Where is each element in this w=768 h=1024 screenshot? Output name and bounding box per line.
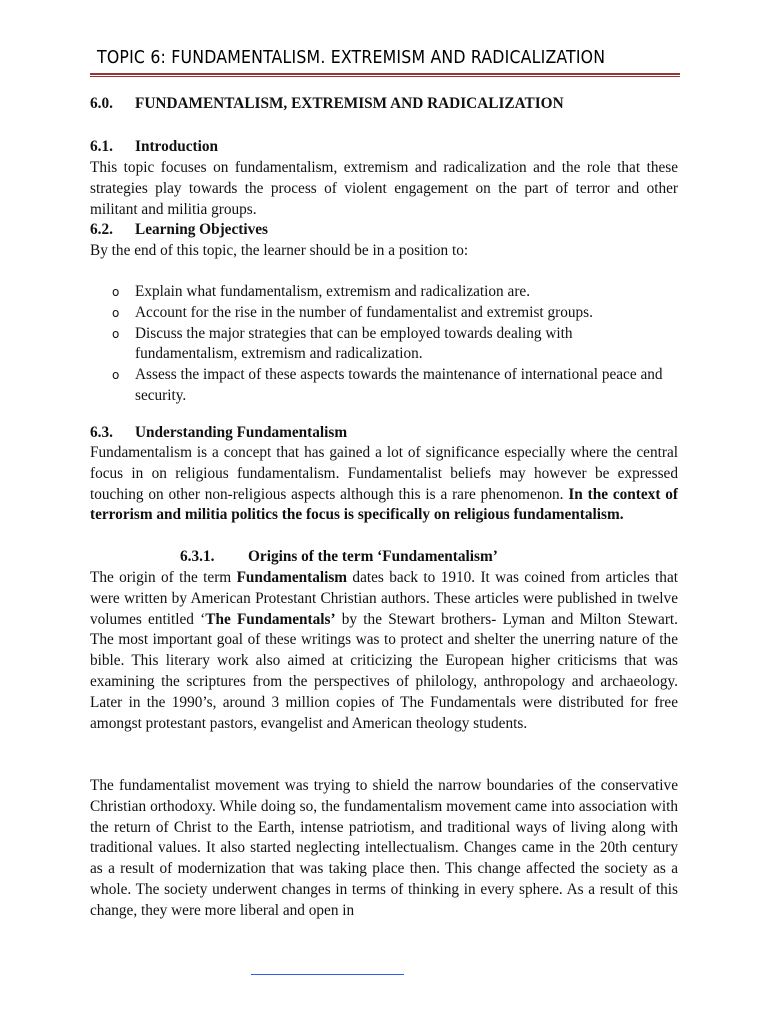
fundamentalism-paragraph: Fundamentalism is a concept that has gained a lot of significance especially where the central focus in on religious fundamentalism. Fundamentalist beliefs may however be expressed touching on other non-religious aspects although this is a rare phenomenon. In the context of terrorism and militia politics the focus is specifically on religious fundamentalism. <box>90 444 678 524</box>
heading-text: Introduction <box>135 138 219 155</box>
heading-text: Origins of the term ‘Fundamentalism’ <box>248 548 498 565</box>
objectives-intro: By the end of this topic, the learner should be in a position to: <box>90 242 469 259</box>
page-title: TOPIC 6: FUNDAMENTALISM. EXTREMISM AND RADICALIZATION <box>97 48 606 68</box>
heading-number: 6.3.1. <box>180 548 215 565</box>
bullet-circle-icon: o <box>112 305 120 320</box>
list-item: o Explain what fundamentalism, extremism and radicalization are. <box>90 282 678 303</box>
footnote-separator <box>251 974 404 975</box>
list-item: o Account for the rise in the number of fundamentalist and extremist groups. <box>90 303 678 324</box>
list-item: o Assess the impact of these aspects towards the maintenance of international peace and security. <box>112 366 663 404</box>
heading-number: 6.0. <box>90 95 113 112</box>
bullet-circle-icon: o <box>112 368 120 383</box>
heading-text: Understanding Fundamentalism <box>135 424 348 441</box>
bullet-circle-icon: o <box>112 285 120 299</box>
heading-text: Learning Objectives <box>135 221 268 238</box>
title-rule-thin <box>90 76 680 77</box>
heading-number: 6.3. <box>90 424 113 441</box>
heading-6-3 <box>90 423 678 444</box>
heading-6-2 <box>90 220 678 241</box>
movement-paragraph: The fundamentalist movement was trying to shield the narrow boundaries of the conservative Christian orthodoxy. While doing so, the fundamentalism movement came into association with the return of Christ to the Earth, intense patriotism, and traditional ways of living along with traditional values. It also started neglecting intellectualism. Changes came in the 20th century as a result of modernization that was taking place then. This change affected the society as a whole. The society underwent changes in terms of thinking in every sphere. As a result of this change, they were more liberal and open in <box>90 777 678 919</box>
heading-6-3-1 <box>180 547 498 568</box>
list-item: o Discuss the major strategies that can be employed towards dealing with fundamentalism, extremism and radicalization. <box>112 324 573 363</box>
bullet-circle-icon: o <box>112 326 120 341</box>
emphasis-text: In the context of terrorism and militia politics the focus is specifically on religious fundamentalism. <box>90 485 678 524</box>
heading-text: FUNDAMENTALISM, EXTREMISM AND RADICALIZATION <box>135 95 564 112</box>
intro-paragraph: This topic focuses on fundamentalism, extremism and radicalization and the role that these strategies play towards the process of violent engagement on the part of terror and other militant and militia groups. <box>90 159 678 218</box>
heading-number: 6.1. <box>90 138 113 155</box>
title-rule <box>90 73 680 75</box>
heading-6-1 <box>90 137 678 158</box>
origins-paragraph: The origin of the term Fundamentalism dates back to 1910. It was coined from articles that were written by American Protestant Christian authors. These articles were published in twelve volumes entitled ‘The Fundamentals’ by the Stewart brothers- Lyman and Milton Stewart. The most important goal of these writings was to protect and shelter the unerring nature of the bible. This literary work also aimed at criticizing the European higher criticisms that was examining the scriptures from the perspectives of philology, anthropology and archaeology. Later in the 1990’s, around 3 million copies of The Fundamentals were distributed for free amongst protestant pastors, evangelist and American theology students. <box>90 569 678 732</box>
heading-6-0 <box>90 94 678 115</box>
heading-number: 6.2. <box>90 221 113 238</box>
objectives-list <box>90 282 678 407</box>
